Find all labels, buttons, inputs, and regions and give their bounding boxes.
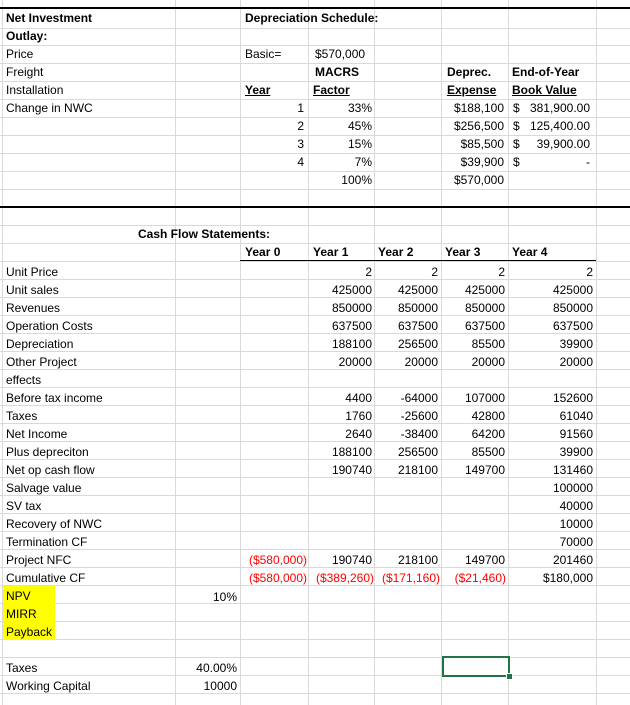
cumulative-year1[interactable]: ($389,260) (315, 571, 374, 585)
cell[interactable]: 85500 (471, 445, 505, 459)
year-header: Year (245, 83, 271, 97)
year-1-header: Year 1 (313, 245, 349, 259)
cell[interactable]: 425000 (397, 283, 438, 297)
depr-book-value[interactable]: 381,900.00 (529, 101, 590, 115)
depr-book-value[interactable]: 39,900.00 (536, 137, 590, 151)
row-label[interactable]: Taxes (6, 409, 38, 423)
cell[interactable]: -38400 (400, 427, 438, 441)
depr-title: Depreciation Schedule: (245, 11, 379, 25)
cell[interactable]: 637500 (397, 319, 438, 333)
cell[interactable]: 64200 (471, 427, 505, 441)
cell[interactable]: 85500 (471, 337, 505, 351)
depr-factor[interactable]: 33% (347, 101, 372, 115)
nwc-label[interactable]: Change in NWC (6, 101, 93, 115)
depr-expense[interactable]: $188,100 (453, 101, 504, 115)
depr-year[interactable]: 2 (297, 119, 304, 133)
factor-header: Factor (313, 83, 350, 97)
cell[interactable]: 20000 (404, 355, 438, 369)
depr-year[interactable]: 1 (297, 101, 304, 115)
cumulative-year3[interactable]: ($21,460) (454, 571, 506, 585)
cell[interactable]: 42800 (471, 409, 505, 423)
cell[interactable]: 152600 (552, 391, 593, 405)
cell[interactable]: 2 (586, 265, 593, 279)
depr-year[interactable]: 3 (297, 137, 304, 151)
cell[interactable]: -64000 (400, 391, 438, 405)
cell[interactable]: 149700 (464, 553, 505, 567)
cell[interactable]: 91560 (559, 427, 593, 441)
cell[interactable]: 256500 (397, 445, 438, 459)
price-label[interactable]: Price (6, 47, 34, 61)
depr-factor[interactable]: 45% (347, 119, 372, 133)
section-border (0, 206, 630, 208)
nfc-year0[interactable]: ($580,000) (248, 553, 307, 567)
depr-book-value[interactable]: 125,400.00 (529, 119, 590, 133)
cell[interactable]: 1760 (345, 409, 372, 423)
cell[interactable]: 190740 (331, 553, 372, 567)
year-3-header: Year 3 (445, 245, 481, 259)
wc-input-value[interactable]: 10000 (203, 679, 237, 693)
installation-label[interactable]: Installation (6, 83, 64, 97)
freight-label[interactable]: Freight (6, 65, 44, 79)
basic-value[interactable]: $570,000 (315, 47, 366, 61)
header-underline (240, 260, 596, 261)
year-4-header: Year 4 (512, 245, 548, 259)
row-label[interactable]: Depreciation (6, 337, 74, 351)
cell[interactable]: 256500 (397, 337, 438, 351)
cell[interactable]: 2640 (345, 427, 372, 441)
total-factor[interactable]: 100% (341, 173, 372, 187)
year-2-header: Year 2 (378, 245, 414, 259)
macrs-label: MACRS (315, 65, 359, 79)
npv-label[interactable]: NPV (6, 589, 31, 603)
depr-year[interactable]: 4 (297, 155, 304, 169)
cumulative-year2[interactable]: ($171,160) (381, 571, 440, 585)
row-label[interactable]: effects (6, 373, 42, 387)
row-label[interactable]: Net Income (6, 427, 68, 441)
cell[interactable]: 39900 (559, 445, 593, 459)
cell[interactable]: 4400 (345, 391, 372, 405)
bv-sign: $ (513, 137, 520, 151)
outlay-title: Net Investment (6, 11, 93, 25)
basic-label[interactable]: Basic= (245, 47, 282, 61)
cell[interactable]: 218100 (397, 553, 438, 567)
cell[interactable]: 188100 (331, 445, 372, 459)
row-label[interactable]: Unit sales (6, 283, 59, 297)
rate-cell[interactable]: 10% (212, 590, 237, 604)
cell[interactable]: 39900 (559, 337, 593, 351)
row-label[interactable]: Recovery of NWC (6, 517, 103, 531)
cell[interactable]: 190740 (331, 463, 372, 477)
cell[interactable]: 2 (498, 265, 505, 279)
cell[interactable]: 425000 (331, 283, 372, 297)
cell[interactable]: 850000 (397, 301, 438, 315)
cell[interactable]: 425000 (552, 283, 593, 297)
total-expense[interactable]: $570,000 (453, 173, 504, 187)
row-label[interactable]: SV tax (6, 499, 42, 513)
termination-cell[interactable]: 70000 (559, 535, 593, 549)
cell[interactable]: 425000 (464, 283, 505, 297)
cell[interactable]: 188100 (331, 337, 372, 351)
expense-header: Expense (447, 83, 497, 97)
cell[interactable]: 131460 (552, 463, 593, 477)
wc-input-label[interactable]: Working Capital (6, 679, 91, 693)
payback-label[interactable]: Payback (6, 625, 53, 639)
bv-sign: $ (513, 155, 520, 169)
selected-cell[interactable] (442, 656, 510, 677)
row-label[interactable]: Project NFC (6, 553, 72, 567)
row-label[interactable]: Revenues (6, 301, 61, 315)
cell[interactable]: 850000 (552, 301, 593, 315)
cell[interactable]: 637500 (552, 319, 593, 333)
cell[interactable]: 20000 (559, 355, 593, 369)
book-value-header: Book Value (512, 83, 577, 97)
cell[interactable]: 850000 (331, 301, 372, 315)
cell[interactable]: 61040 (559, 409, 593, 423)
depr-expense[interactable]: $256,500 (453, 119, 504, 133)
depr-book-value[interactable]: - (586, 155, 590, 169)
cell[interactable]: 20000 (338, 355, 372, 369)
cell[interactable]: 218100 (397, 463, 438, 477)
cumulative-year4[interactable]: $180,000 (542, 571, 593, 585)
depr-factor[interactable]: 7% (354, 155, 372, 169)
bv-sign: $ (513, 119, 520, 133)
row-label[interactable]: Unit Price (6, 265, 59, 279)
fill-handle[interactable] (506, 673, 513, 680)
depr-expense[interactable]: $39,900 (460, 155, 504, 169)
taxes-input-label[interactable]: Taxes (6, 661, 38, 675)
year-0-header: Year 0 (245, 245, 281, 259)
row-label[interactable]: Termination CF (6, 535, 88, 549)
depr-factor[interactable]: 15% (347, 137, 372, 151)
eoy-header: End-of-Year (512, 65, 580, 79)
row-label[interactable]: Net op cash flow (6, 463, 95, 477)
cf-title: Cash Flow Statements: (138, 227, 271, 241)
recovery-cell[interactable]: 10000 (559, 517, 593, 531)
cell[interactable]: 637500 (331, 319, 372, 333)
cell[interactable]: -25600 (400, 409, 438, 423)
row-label[interactable]: Operation Costs (6, 319, 93, 333)
row-label[interactable]: Before tax income (6, 391, 103, 405)
salvage-cell[interactable]: 100000 (552, 481, 593, 495)
row-label[interactable]: Plus depreciton (6, 445, 89, 459)
row-label[interactable]: Other Project (6, 355, 77, 369)
cell[interactable]: 201460 (552, 553, 593, 567)
outlay-title-2: Outlay: (6, 29, 48, 43)
row-label[interactable]: Cumulative CF (6, 571, 86, 585)
mirr-label[interactable]: MIRR (6, 607, 37, 621)
cell[interactable]: 637500 (464, 319, 505, 333)
taxes-input-value[interactable]: 40.00% (196, 661, 237, 675)
cell[interactable]: 2 (365, 265, 372, 279)
cumulative-year0[interactable]: ($580,000) (248, 571, 307, 585)
cell[interactable]: 20000 (471, 355, 505, 369)
row-label[interactable]: Salvage value (6, 481, 82, 495)
cell[interactable]: 850000 (464, 301, 505, 315)
cell[interactable]: 2 (431, 265, 438, 279)
depr-expense[interactable]: $85,500 (460, 137, 504, 151)
sv-tax-cell[interactable]: 40000 (559, 499, 593, 513)
bv-sign: $ (513, 101, 520, 115)
cell[interactable]: 149700 (464, 463, 505, 477)
cell[interactable]: 107000 (464, 391, 505, 405)
deprec-header: Deprec. (447, 65, 492, 79)
